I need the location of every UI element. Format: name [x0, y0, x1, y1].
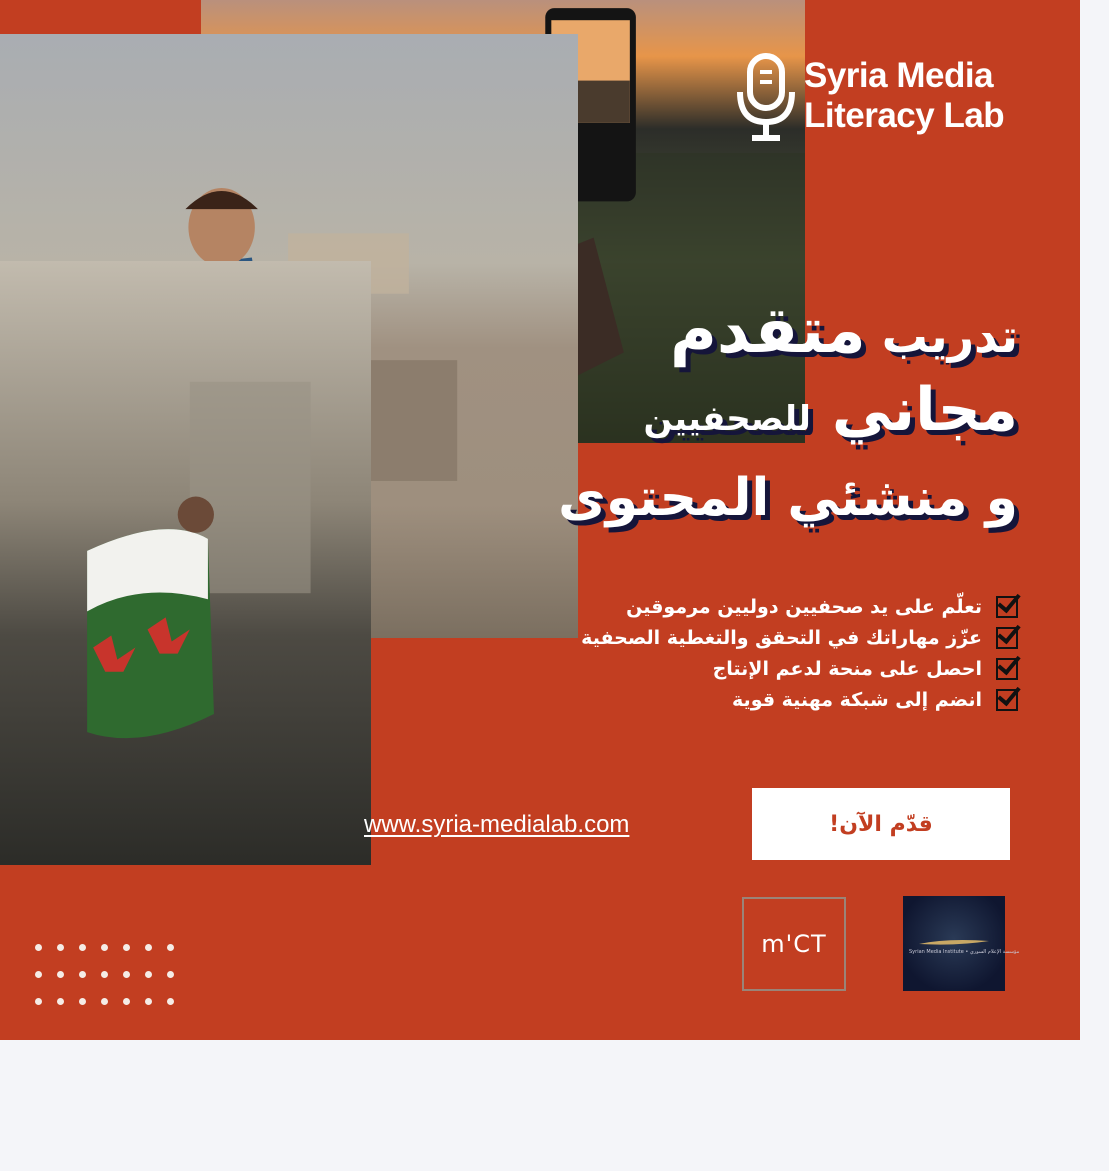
website-link[interactable]: www.syria-medialab.com — [364, 811, 630, 838]
benefit-text: عزّز مهاراتك في التحقق والتغطية الصحفية — [581, 627, 982, 649]
list-item — [538, 654, 1018, 684]
decorative-dot-grid-bottom — [35, 944, 189, 1025]
feather-icon — [917, 938, 991, 948]
brand-name-line2: Literacy Lab — [804, 96, 1005, 135]
partner-logo-caption: Syrian Media Institute • مؤسسة الإعلام السوري — [909, 949, 1020, 955]
partner-logo-mct — [742, 897, 846, 991]
headline — [498, 294, 1018, 534]
headline-word-free: مجاني — [831, 375, 1018, 445]
photo-man-with-flag — [0, 335, 297, 790]
checkbox-check-icon — [996, 658, 1018, 680]
partner-logo-media-institute — [903, 896, 1020, 991]
headline-line-2 — [498, 367, 1018, 462]
list-item — [538, 592, 1018, 622]
brand-logo — [736, 52, 1036, 152]
checkbox-check-icon — [996, 689, 1018, 711]
headline-word-advanced: متقدم — [670, 294, 866, 368]
brand-name-line1: Syria Media — [804, 56, 994, 95]
list-item — [538, 623, 1018, 653]
headline-word-journalists: للصحفيين — [643, 399, 811, 439]
apply-now-button[interactable]: قدّم الآن! — [752, 788, 1010, 860]
headline-line-1 — [498, 294, 1018, 368]
mct-logo-mark: m'CT — [761, 930, 827, 958]
headline-word-training: تدريب — [881, 309, 1018, 363]
brand-name — [804, 56, 1004, 136]
microphone-icon — [736, 52, 796, 144]
benefit-text: احصل على منحة لدعم الإنتاج — [712, 658, 982, 680]
headline-line-3: و منشئي المحتوى — [558, 468, 1018, 528]
benefits-list — [538, 592, 1018, 716]
benefit-text: انضم إلى شبكة مهنية قوية — [732, 689, 982, 711]
checkbox-check-icon — [996, 596, 1018, 618]
checkbox-check-icon — [996, 627, 1018, 649]
benefit-text: تعلّم على يد صحفيين دوليين مرموقين — [626, 596, 982, 618]
list-item — [538, 685, 1018, 715]
